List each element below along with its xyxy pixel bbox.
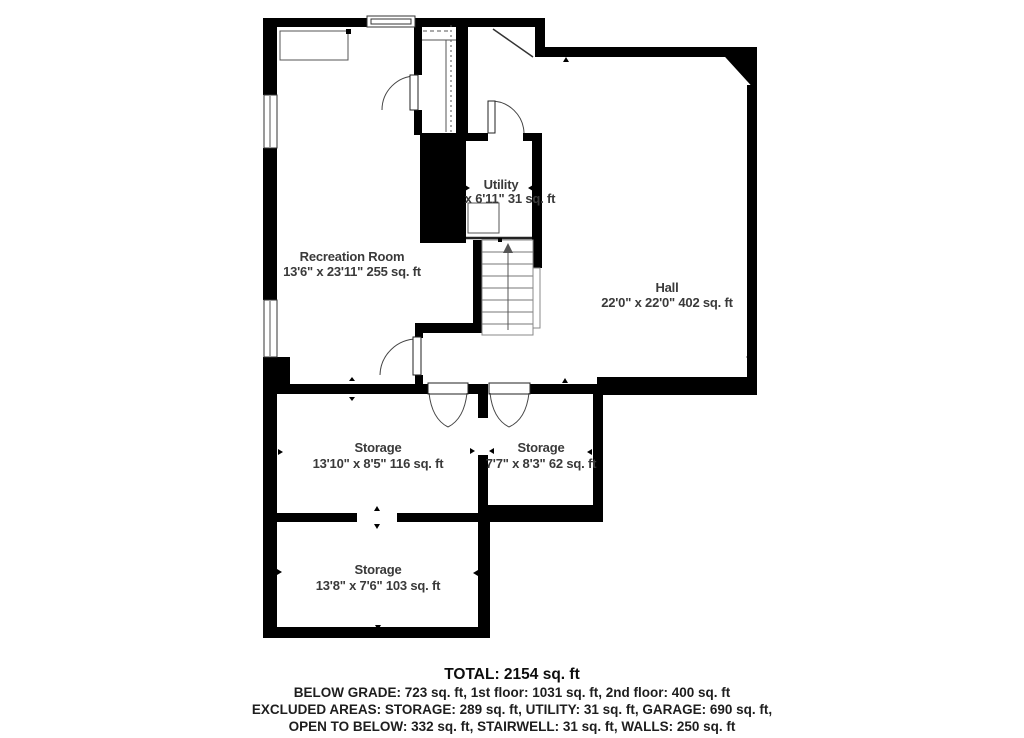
closet-box (280, 31, 348, 60)
summary-line-excluded: EXCLUDED AREAS: STORAGE: 289 sq. ft, UTILITY: 31 sq. ft, GARAGE: 690 sq. ft, (251, 702, 773, 718)
room-label-recreation: Recreation Room (299, 249, 405, 264)
room-label-storage-left: Storage (354, 440, 402, 455)
room-dims-hall: 22'0" x 22'0" 402 sq. ft (601, 295, 733, 310)
door-recreation-upper (382, 75, 418, 110)
room-label-utility: Utility (483, 177, 519, 192)
door-storage-right (489, 383, 530, 427)
summary-total: TOTAL: 2154 sq. ft (444, 666, 580, 683)
door-recreation-lower (380, 337, 421, 375)
door-storage-left (428, 383, 468, 427)
door-utility (488, 101, 524, 133)
room-dims-storage-bottom: 13'8" x 7'6" 103 sq. ft (315, 578, 441, 593)
water-heater (468, 203, 499, 233)
room-label-hall: Hall (655, 280, 679, 295)
room-dims-storage-left: 13'10" x 8'5" 116 sq. ft (312, 456, 444, 471)
room-dims-utility: x 6'11" 31 sq. ft (464, 191, 556, 206)
tick-marks (277, 57, 751, 630)
windows (264, 16, 415, 357)
stair-railing (533, 268, 540, 328)
summary-line-floors: BELOW GRADE: 723 sq. ft, 1st floor: 1031 sq. ft, 2nd floor: 400 sq. ft (293, 685, 731, 700)
room-dims-storage-right: 7'7" x 8'3" 62 sq. ft (485, 456, 597, 471)
area-summary (0, 665, 1024, 736)
room-label-storage-bottom: Storage (354, 562, 402, 577)
room-dims-recreation: 13'6" x 23'11" 255 sq. ft (283, 264, 421, 279)
hall-angled-wall (493, 29, 533, 57)
summary-line-excluded-2: OPEN TO BELOW: 332 sq. ft, STAIRWELL: 31 sq. ft, WALLS: 250 sq. ft (288, 719, 736, 735)
room-label-storage-right: Storage (517, 440, 565, 455)
